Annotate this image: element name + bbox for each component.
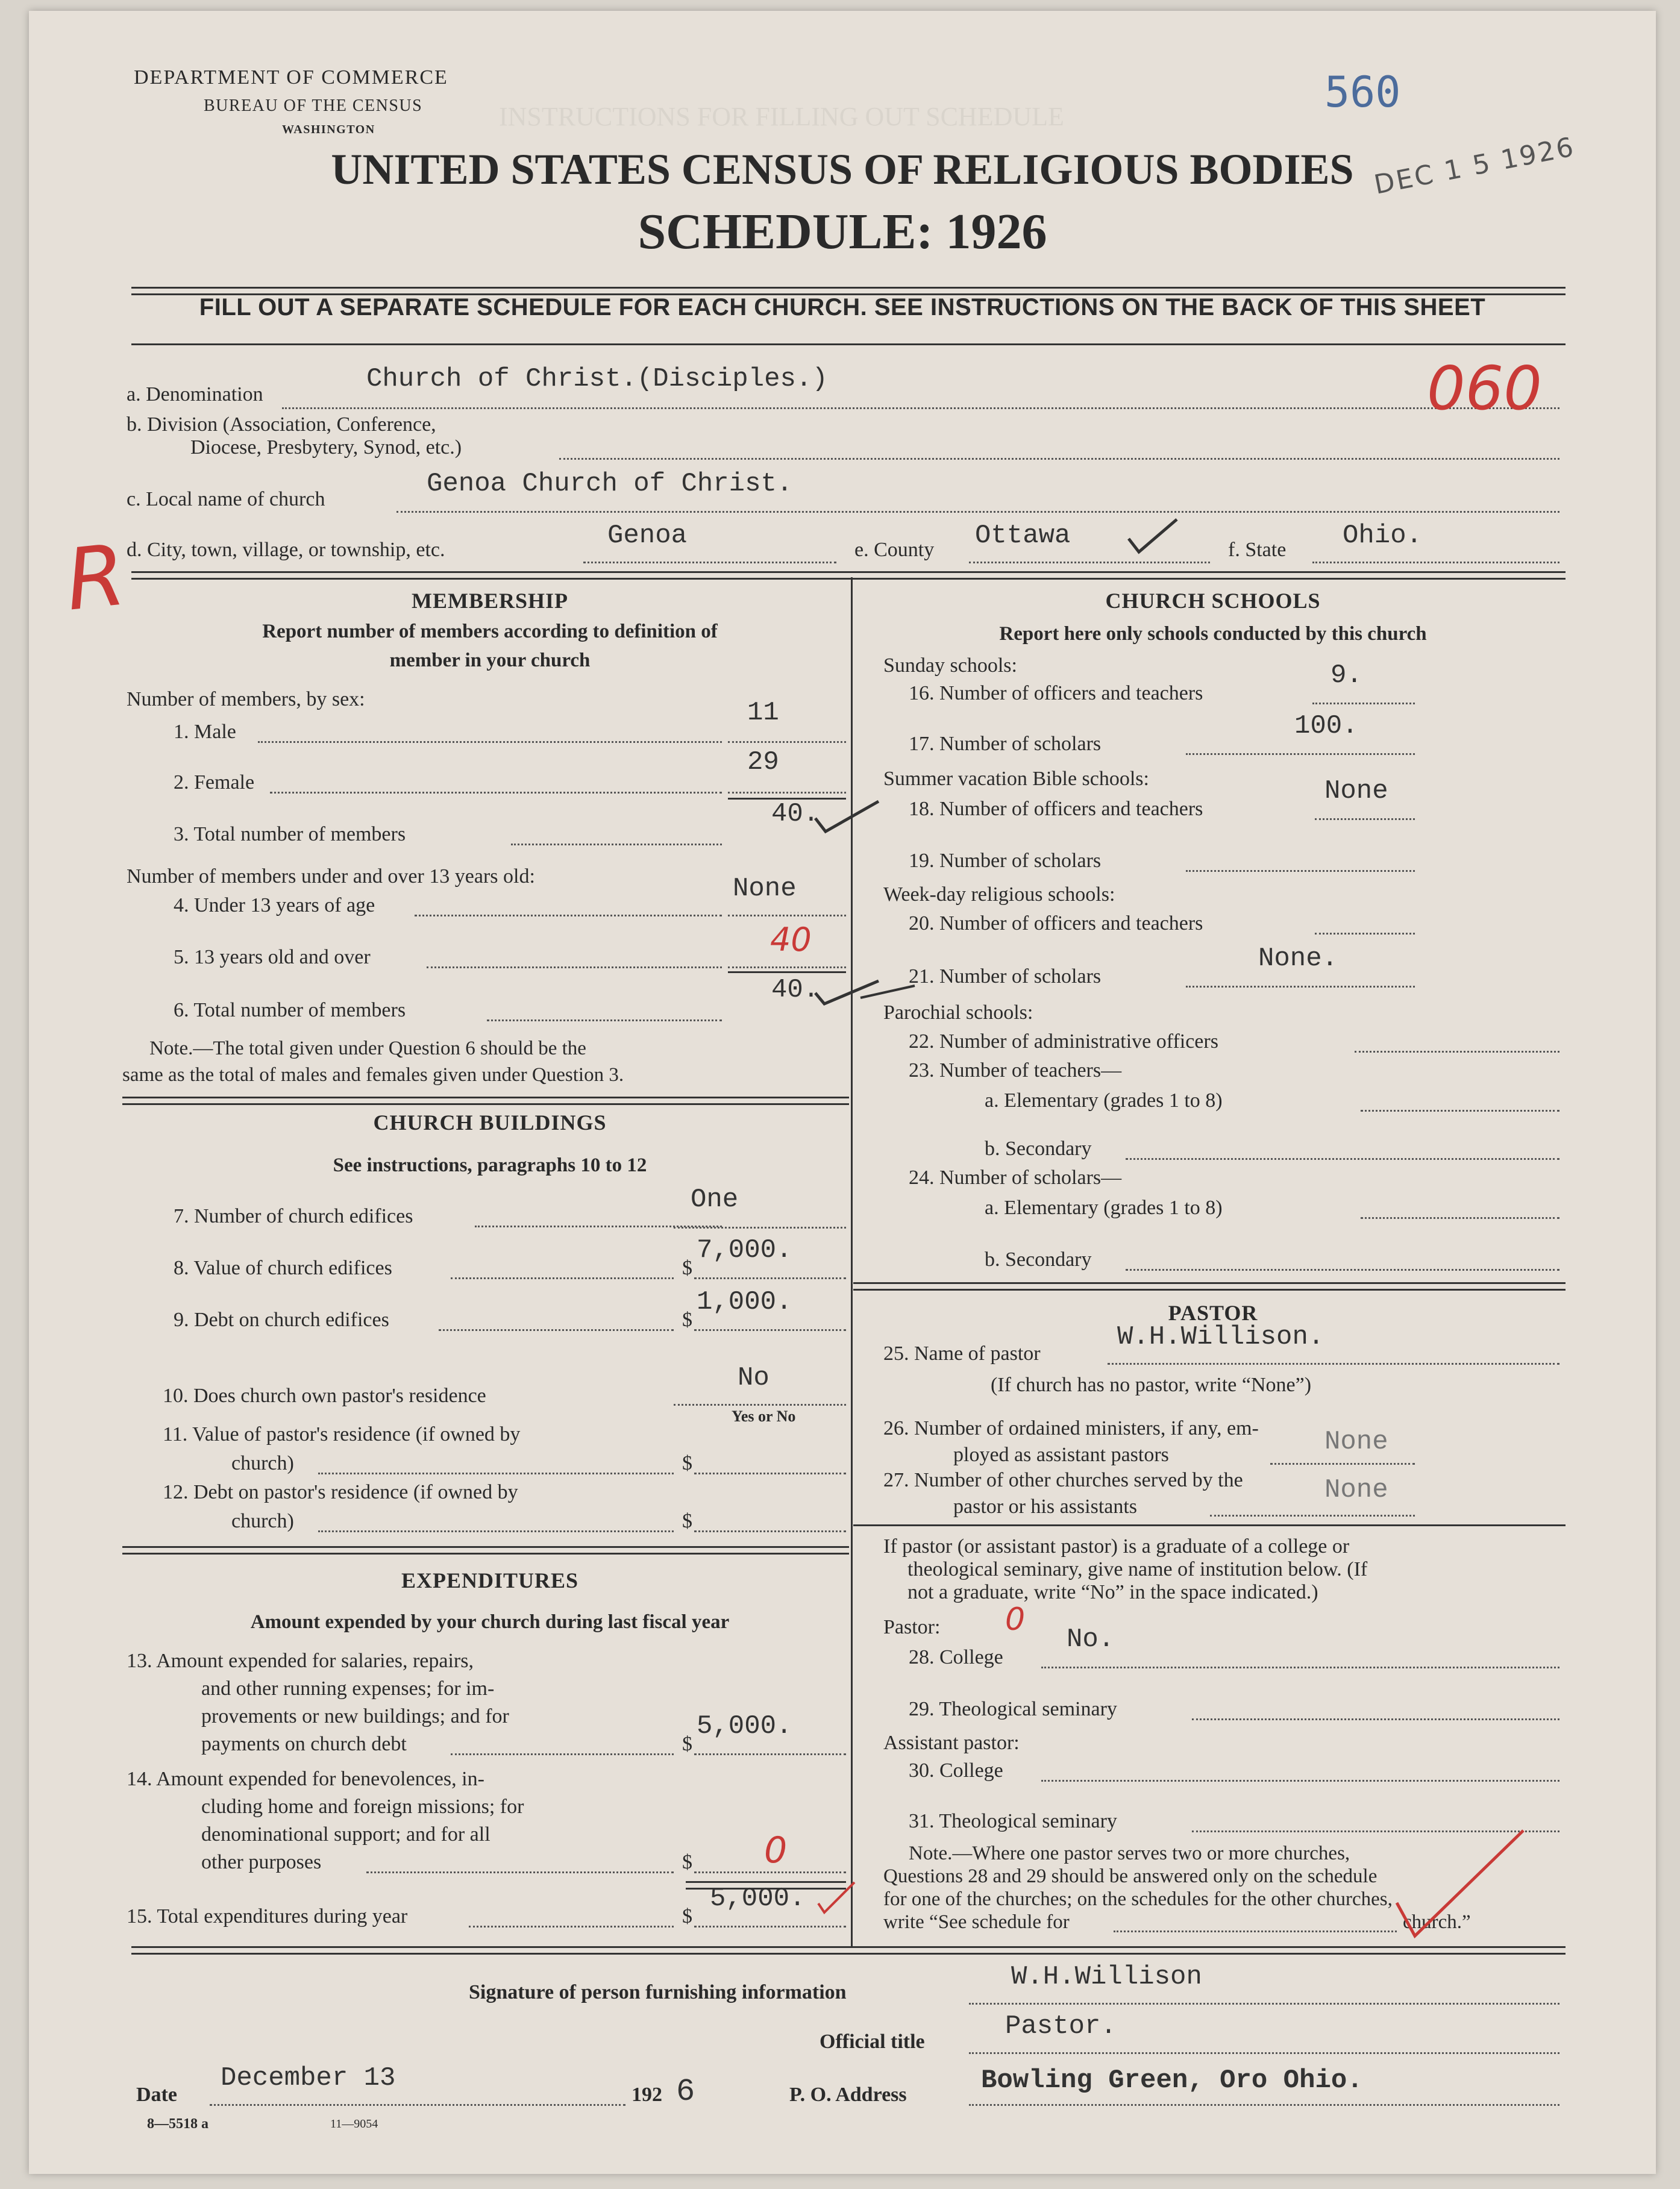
pastor-name-line: [1108, 1363, 1559, 1365]
residence-value-label-cont: church): [231, 1452, 294, 1474]
male-label: 1. Male: [174, 721, 236, 743]
edifices-value-field[interactable]: 7,000.: [697, 1235, 792, 1265]
sunday-officers-label: 16. Number of officers and teachers: [909, 682, 1203, 704]
scholars-secondary-label: b. Secondary: [985, 1248, 1092, 1271]
other-churches-line: [1210, 1515, 1415, 1517]
total-members-2-field[interactable]: 40.: [771, 975, 820, 1005]
owns-residence-hint: Yes or No: [732, 1408, 796, 1425]
edifices-debt-field[interactable]: 1,000.: [697, 1287, 792, 1317]
schedule-number: 560: [1324, 67, 1401, 117]
parochial-officers-label: 22. Number of administrative officers: [909, 1030, 1218, 1053]
running-expenses-line: [694, 1753, 846, 1755]
received-date-stamp: DEC 1 5 1926: [1371, 131, 1578, 201]
bleed-through-text: INSTRUCTIONS FOR FILLING OUT SCHEDULE: [499, 102, 1064, 131]
division-line[interactable]: [559, 458, 1559, 460]
edifices-value-label: 8. Value of church edifices: [174, 1257, 392, 1279]
pastor-note-2: Questions 28 and 29 should be answered only on the schedule: [883, 1865, 1378, 1887]
total-members-2-rule: [728, 971, 846, 973]
total-expenditures-dollar: $: [682, 1905, 692, 1928]
graduate-instruction-2: theological seminary, give name of institution below. (If: [907, 1558, 1368, 1580]
sunday-officers-line: [1312, 703, 1415, 704]
county-check-mark: [1126, 515, 1180, 557]
official-title-field[interactable]: Pastor.: [1005, 2011, 1117, 2041]
membership-title: MEMBERSHIP: [411, 589, 568, 613]
total-members-2-label: 6. Total number of members: [174, 999, 406, 1021]
state-line: [1312, 562, 1559, 563]
pastor-rule: [853, 1524, 1566, 1526]
denomination-line: [282, 407, 1559, 409]
residence-debt-label: 12. Debt on pastor's residence (if owned by: [163, 1481, 518, 1503]
expenditures-subtitle: Amount expended by your church during last fiscal year: [250, 1611, 730, 1633]
edifices-count-line: [674, 1227, 846, 1229]
male-field[interactable]: 11: [747, 698, 779, 728]
edifices-debt-line: [694, 1329, 846, 1331]
other-churches-label: 27. Number of other churches served by the: [883, 1469, 1243, 1491]
female-line: [728, 792, 846, 794]
form-number: 8—5518 a: [147, 2116, 208, 2132]
division-label: b. Division (Association, Conference,: [127, 413, 436, 436]
po-address-field[interactable]: Bowling Green, Oro Ohio.: [981, 2065, 1363, 2096]
signature-field[interactable]: W.H.Willison: [1011, 1962, 1202, 1992]
pastor-note-1: Note.—Where one pastor serves two or more churches,: [909, 1843, 1350, 1864]
sunday-schools-label: Sunday schools:: [883, 654, 1017, 677]
county-field[interactable]: Ottawa: [975, 521, 1071, 551]
running-expenses-dots: [451, 1753, 674, 1755]
po-address-label: P. O. Address: [789, 2084, 907, 2106]
male-line: [728, 741, 846, 743]
by-age-label: Number of members under and over 13 years old:: [127, 865, 535, 888]
pastor-name-field[interactable]: W.H.Willison.: [1117, 1322, 1324, 1352]
residence-debt-label-cont: church): [231, 1510, 294, 1532]
pastor-note-4: write “See schedule for: [883, 1911, 1070, 1933]
pastor-title: PASTOR: [1168, 1301, 1258, 1325]
membership-rule: [122, 1097, 849, 1105]
po-address-line: [969, 2104, 1559, 2106]
official-title-label: Official title: [820, 2031, 925, 2053]
scholars-elementary-line[interactable]: [1361, 1217, 1559, 1219]
teachers-elementary-line[interactable]: [1361, 1110, 1559, 1112]
fields-rule: [131, 571, 1566, 580]
assistant-pastors-line: [1270, 1463, 1415, 1465]
female-field[interactable]: 29: [747, 747, 779, 777]
local-name-line: [396, 511, 1559, 513]
over-13-dots: [427, 966, 722, 968]
membership-subtitle: Report number of members according to definition of: [262, 621, 718, 642]
r-mark: R: [61, 526, 130, 630]
edifices-debt-dots: [439, 1329, 674, 1331]
residence-debt-dollar: $: [682, 1510, 692, 1532]
year-field[interactable]: 6: [676, 2074, 695, 2109]
teachers-secondary-label: b. Secondary: [985, 1138, 1092, 1160]
city-line: [583, 562, 836, 563]
scholars-secondary-line[interactable]: [1126, 1269, 1559, 1271]
by-sex-label: Number of members, by sex:: [127, 688, 365, 710]
total-expenditures-dots: [469, 1926, 674, 1928]
parochial-teachers-label: 23. Number of teachers—: [909, 1059, 1122, 1082]
benevolences-line: [694, 1871, 846, 1873]
benevolences-label-4: other purposes: [201, 1851, 322, 1873]
total-members-dots: [511, 844, 722, 845]
header-rule-lower: [131, 343, 1566, 345]
sunday-scholars-line: [1186, 753, 1415, 755]
parochial-officers-line[interactable]: [1355, 1051, 1559, 1053]
assistant-seminary-label: 31. Theological seminary: [909, 1810, 1117, 1832]
running-expenses-label: 13. Amount expended for salaries, repairs,: [127, 1650, 474, 1672]
benevolences-dots: [366, 1871, 674, 1873]
local-name-label: c. Local name of church: [127, 488, 325, 510]
owns-residence-field[interactable]: No: [738, 1363, 769, 1393]
running-expenses-label-3: provements or new buildings; and for: [201, 1705, 509, 1727]
under-13-field[interactable]: None: [733, 874, 797, 904]
residence-debt-dots: [318, 1530, 674, 1532]
pastor-name-hint: (If church has no pastor, write “None”): [991, 1374, 1312, 1396]
date-line: [210, 2104, 625, 2106]
official-title-line: [969, 2052, 1559, 2054]
under-13-dots: [415, 915, 722, 916]
assistant-pastors-field[interactable]: None: [1324, 1427, 1388, 1457]
county-label: e. County: [854, 539, 935, 561]
sunday-scholars-label: 17. Number of scholars: [909, 733, 1102, 755]
assistant-college-line[interactable]: [1041, 1780, 1559, 1782]
female-dots: [270, 792, 722, 794]
bureau-name: BUREAU OF THE CENSUS: [204, 96, 423, 115]
membership-subtitle-cont: member in your church: [389, 650, 591, 671]
summer-officers-field[interactable]: None: [1324, 776, 1388, 806]
running-expenses-label-4: payments on church debt: [201, 1733, 407, 1755]
summer-officers-label: 18. Number of officers and teachers: [909, 798, 1203, 820]
signature-label: Signature of person furnishing information: [469, 1981, 847, 2003]
summer-officers-line: [1315, 818, 1415, 820]
assistant-pastors-label: 26. Number of ordained ministers, if any, em-: [883, 1417, 1259, 1439]
column-divider: [851, 577, 853, 1946]
graduate-instruction-1: If pastor (or assistant pastor) is a graduate of a college or: [883, 1535, 1350, 1558]
running-expenses-dollar: $: [682, 1733, 692, 1755]
edifices-value-line: [694, 1277, 846, 1279]
schools-subtitle: Report here only schools conducted by this church: [999, 623, 1427, 645]
denomination-label: a. Denomination: [127, 383, 263, 406]
male-dots: [258, 741, 722, 743]
benevolences-label-3: denominational support; and for all: [201, 1823, 491, 1846]
county-line: [969, 562, 1210, 563]
edifices-value-dollar: $: [682, 1257, 692, 1279]
pastor-college-label: 28. College: [909, 1646, 1003, 1668]
buildings-title: CHURCH BUILDINGS: [373, 1110, 607, 1135]
under-13-label: 4. Under 13 years of age: [174, 894, 375, 916]
edifices-count-field[interactable]: One: [691, 1185, 739, 1215]
schools-rule: [853, 1282, 1566, 1291]
pastor-note-3: for one of the churches; on the schedules for the other churches,: [883, 1888, 1393, 1910]
pastor-education-mark: 0: [1005, 1602, 1026, 1638]
fill-out-instruction: FILL OUT A SEPARATE SCHEDULE FOR EACH CHURCH. SEE INSTRUCTIONS ON THE BACK OF THIS SHEET: [199, 294, 1486, 321]
weekday-scholars-line: [1186, 986, 1415, 988]
over-13-label: 5. 13 years old and over: [174, 946, 371, 968]
benevolences-field[interactable]: 0: [764, 1829, 788, 1871]
other-churches-field[interactable]: None: [1324, 1475, 1388, 1505]
female-label: 2. Female: [174, 771, 255, 794]
assistant-education-label: Assistant pastor:: [883, 1732, 1020, 1754]
residence-value-dollar: $: [682, 1452, 692, 1474]
department-name: DEPARTMENT OF COMMERCE: [134, 66, 448, 89]
city-field[interactable]: Genoa: [607, 521, 688, 551]
weekday-officers-label: 20. Number of officers and teachers: [909, 912, 1203, 935]
under-13-line: [728, 915, 846, 916]
state-label: f. State: [1228, 539, 1287, 561]
benevolences-label: 14. Amount expended for benevolences, in-: [127, 1768, 484, 1790]
form-title: UNITED STATES CENSUS OF RELIGIOUS BODIES: [331, 145, 1354, 193]
buildings-rule: [122, 1546, 849, 1555]
residence-debt-line[interactable]: [694, 1530, 846, 1532]
benevolences-label-2: cluding home and foreign missions; for: [201, 1796, 524, 1818]
signature-line: [969, 2003, 1559, 2005]
schools-title: CHURCH SCHOOLS: [1105, 589, 1321, 613]
summer-scholars-line[interactable]: [1186, 870, 1415, 872]
owns-residence-label: 10. Does church own pastor's residence: [163, 1385, 486, 1407]
sunday-scholars-field[interactable]: 100.: [1294, 711, 1358, 741]
teachers-elementary-label: a. Elementary (grades 1 to 8): [985, 1089, 1223, 1112]
over-13-field[interactable]: 40: [770, 921, 812, 959]
scholars-elementary-label: a. Elementary (grades 1 to 8): [985, 1197, 1223, 1219]
summer-scholars-label: 19. Number of scholars: [909, 850, 1102, 872]
membership-note: Note.—The total given under Question 6 should be the: [149, 1038, 586, 1059]
teachers-secondary-line[interactable]: [1126, 1158, 1559, 1160]
total-members-2-dots: [487, 1019, 722, 1021]
state-field[interactable]: Ohio.: [1343, 521, 1423, 551]
over-13-line: [728, 966, 846, 968]
pastor-seminary-line[interactable]: [1192, 1718, 1559, 1720]
parochial-arrow-mark: [848, 980, 921, 1004]
pastor-note-check-mark: [1385, 1824, 1529, 1945]
running-expenses-field[interactable]: 5,000.: [697, 1711, 792, 1741]
owns-residence-line: [674, 1404, 846, 1406]
census-schedule-page: [29, 11, 1656, 2174]
date-field[interactable]: December 13: [221, 2063, 396, 2093]
parochial-schools-label: Parochial schools:: [883, 1001, 1033, 1024]
pastor-note-5: church.”: [1403, 1911, 1471, 1933]
edifices-debt-dollar: $: [682, 1309, 692, 1331]
total-members-label: 3. Total number of members: [174, 823, 406, 845]
edifices-count-label: 7. Number of church edifices: [174, 1205, 413, 1227]
total-members-field[interactable]: 40.: [771, 799, 820, 829]
sunday-officers-field[interactable]: 9.: [1331, 660, 1362, 691]
coded-number: 060: [1427, 353, 1542, 424]
local-name-field[interactable]: Genoa Church of Christ.: [427, 469, 793, 499]
residence-value-dots: [318, 1473, 674, 1474]
total-members-check-mark: [812, 794, 885, 836]
other-churches-label-cont: pastor or his assistants: [953, 1495, 1138, 1518]
edifices-value-dots: [451, 1277, 674, 1279]
edifices-debt-label: 9. Debt on church edifices: [174, 1309, 389, 1331]
total-expenditures-line: [694, 1926, 846, 1928]
total-expenditures-check-mark: [812, 1876, 860, 1918]
pastor-education-label: Pastor:: [883, 1616, 941, 1638]
membership-note-cont: same as the total of males and females given under Question 3.: [122, 1064, 624, 1086]
year-prefix: 192: [632, 2084, 662, 2106]
schedule-year: SCHEDULE: 1926: [638, 204, 1047, 260]
benevolences-dollar: $: [682, 1851, 692, 1873]
division-label-cont: Diocese, Presbytery, Synod, etc.): [190, 436, 462, 459]
assistant-college-label: 30. College: [909, 1759, 1003, 1782]
denomination-field[interactable]: Church of Christ.(Disciples.): [366, 364, 828, 394]
pastor-college-line: [1041, 1667, 1559, 1668]
expenditures-title: EXPENDITURES: [401, 1568, 579, 1592]
city-label: d. City, town, village, or township, etc.: [127, 539, 445, 561]
date-label: Date: [136, 2084, 177, 2106]
summer-schools-label: Summer vacation Bible schools:: [883, 768, 1149, 790]
parochial-scholars-label: 24. Number of scholars—: [909, 1167, 1122, 1189]
total-expenditures-field[interactable]: 5,000.: [710, 1884, 806, 1914]
total-expenditures-label: 15. Total expenditures during year: [127, 1905, 408, 1928]
running-expenses-label-2: and other running expenses; for im-: [201, 1677, 495, 1700]
pastor-college-field[interactable]: No.: [1067, 1624, 1115, 1655]
assistant-pastors-label-cont: ployed as assistant pastors: [953, 1444, 1169, 1466]
city-name: WASHINGTON: [282, 123, 375, 136]
body-bottom-rule: [131, 1946, 1566, 1955]
weekday-officers-line[interactable]: [1315, 933, 1415, 935]
pastor-seminary-label: 29. Theological seminary: [909, 1698, 1117, 1720]
graduate-instruction-3: not a graduate, write “No” in the space indicated.): [907, 1581, 1318, 1603]
pastor-name-label: 25. Name of pastor: [883, 1342, 1041, 1365]
residence-value-line[interactable]: [694, 1473, 846, 1474]
residence-value-label: 11. Value of pastor's residence (if owned by: [163, 1423, 521, 1445]
print-number: 11—9054: [330, 2117, 378, 2131]
weekday-scholars-label: 21. Number of scholars: [909, 965, 1102, 988]
buildings-subtitle: See instructions, paragraphs 10 to 12: [333, 1154, 647, 1176]
pastor-note-line: [1114, 1931, 1397, 1932]
weekday-scholars-field[interactable]: None.: [1258, 944, 1338, 974]
weekday-schools-label: Week-day religious schools:: [883, 883, 1115, 906]
